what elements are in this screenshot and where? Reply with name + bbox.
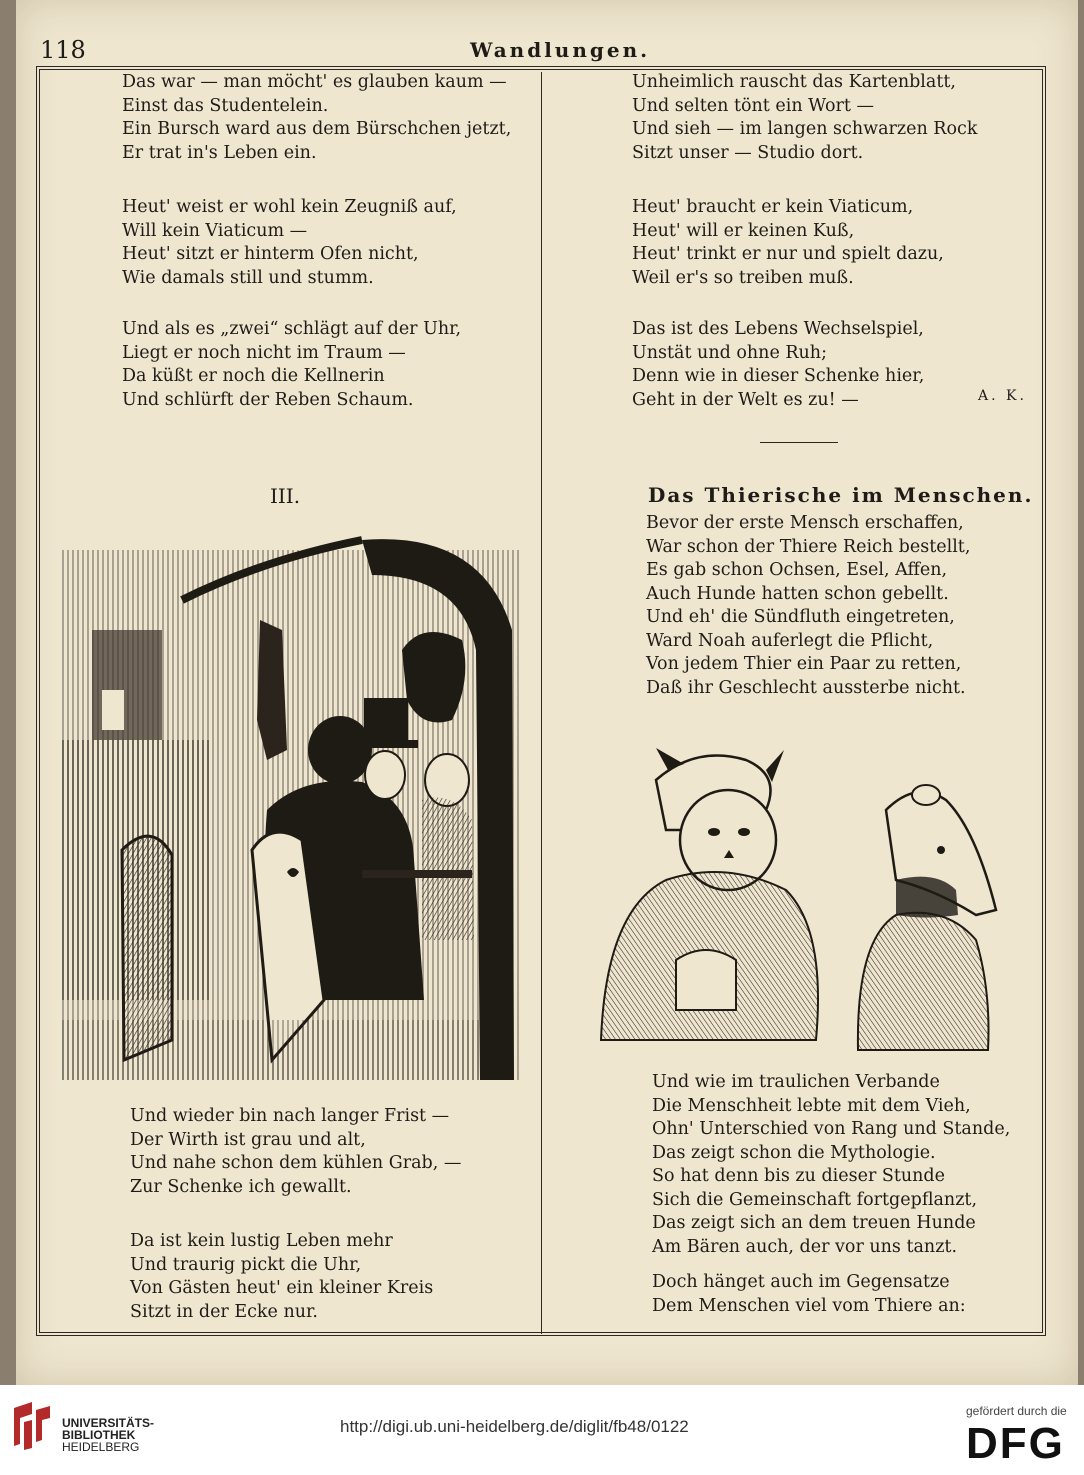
verse-line: Der Wirth ist grau und alt,	[130, 1129, 366, 1150]
verse-line: Einst das Studentelein.	[122, 95, 329, 116]
library-name-line: UNIVERSITÄTS-	[62, 1416, 155, 1430]
verse-line: Unstät und ohne Ruh;	[632, 342, 827, 363]
verse-line: Auch Hunde hatten schon gebellt.	[646, 583, 949, 604]
animal-figures-illustration	[596, 740, 1016, 1060]
verse-line: Weil er's so treiben muß.	[632, 267, 854, 288]
verse-line: Heut' trinkt er nur und spielt dazu,	[632, 244, 944, 264]
left-stanza-1	[122, 71, 511, 165]
verse-line: Sich die Gemeinschaft fortgepflanzt,	[652, 1189, 978, 1210]
verse-line: Und wie im traulichen Verbande	[652, 1072, 940, 1092]
tavern-illustration	[62, 520, 522, 1080]
page-number: 118	[40, 36, 86, 64]
verse-line: Sitzt unser — Studio dort.	[632, 142, 864, 163]
university-library-logo	[10, 1400, 54, 1450]
verse-line: Doch hänget auch im Gegensatze	[652, 1272, 950, 1292]
verse-line: Von Gästen heut' ein kleiner Kreis	[130, 1278, 434, 1298]
verse-line: Denn wie in dieser Schenke hier,	[632, 366, 925, 386]
verse-line: Sitzt in der Ecke nur.	[130, 1301, 318, 1322]
verse-line: Am Bären auch, der vor uns tanzt.	[652, 1236, 958, 1257]
permalink-url[interactable]: http://digi.ub.uni-heidelberg.de/diglit/fb48/0122	[340, 1417, 689, 1436]
verse-line: Das war — man möcht' es glauben kaum —	[122, 72, 507, 92]
verse-line: Ward Noah auferlegt die Pflicht,	[646, 630, 934, 651]
library-name-line: HEIDELBERG	[62, 1440, 140, 1454]
verse-line: Er trat in's Leben ein.	[122, 142, 317, 163]
poem2-stanza-2	[652, 1071, 1010, 1259]
right-stanza-1	[632, 71, 977, 165]
poem2-stanza-1	[646, 512, 970, 700]
verse-line: Heut' will er keinen Kuß,	[632, 220, 855, 241]
section-numeral: III.	[270, 484, 301, 508]
verse-line: Das ist des Lebens Wechselspiel,	[632, 319, 924, 339]
right-stanza-3	[632, 318, 924, 412]
left-stanza-3	[122, 318, 461, 412]
author-signature: A. K.	[978, 388, 1027, 404]
verse-line: Will kein Viaticum —	[122, 220, 308, 241]
verse-line: Es gab schon Ochsen, Esel, Affen,	[646, 560, 948, 580]
verse-line: Wie damals still und stumm.	[122, 267, 374, 288]
verse-line: Da ist kein lustig Leben mehr	[130, 1231, 393, 1251]
verse-line: Heut' weist er wohl kein Zeugniß auf,	[122, 197, 457, 217]
right-stanza-2	[632, 196, 944, 290]
verse-line: Und schlürft der Reben Schaum.	[122, 389, 414, 410]
verse-line: Da küßt er noch die Kellnerin	[122, 366, 385, 386]
verse-line: Bevor der erste Mensch erschaffen,	[646, 513, 964, 533]
verse-line: Unheimlich rauscht das Kartenblatt,	[632, 72, 956, 92]
verse-line: Geht in der Welt es zu! —	[632, 389, 859, 410]
running-head: Wandlungen.	[470, 38, 651, 62]
verse-line: Und sieh — im langen schwarzen Rock	[632, 119, 978, 139]
verse-line: Dem Menschen viel vom Thiere an:	[652, 1295, 966, 1316]
left-stanza-2	[122, 196, 457, 290]
funding-label: gefördert durch die	[966, 1404, 1067, 1418]
poem-title: Das Thierische im Menschen.	[648, 483, 1034, 507]
verse-line: Und nahe schon dem kühlen Grab, —	[130, 1153, 462, 1173]
verse-line: Und selten tönt ein Wort —	[632, 95, 874, 116]
column-divider	[541, 72, 542, 1334]
verse-line: Von jedem Thier ein Paar zu retten,	[646, 654, 962, 674]
verse-line: War schon der Thiere Reich bestellt,	[646, 536, 971, 557]
left-stanza-5	[130, 1230, 433, 1324]
library-name	[62, 1417, 154, 1453]
dfg-logo: DFG	[966, 1419, 1065, 1468]
verse-line: Heut' sitzt er hinterm Ofen nicht,	[122, 244, 419, 264]
verse-line: Heut' braucht er kein Viaticum,	[632, 197, 914, 217]
library-name-line: BIBLIOTHEK	[62, 1428, 136, 1442]
verse-line: Ein Bursch ward aus dem Bürschchen jetzt,	[122, 119, 512, 139]
poem2-stanza-3	[652, 1271, 966, 1318]
verse-line: Daß ihr Geschlecht aussterbe nicht.	[646, 677, 966, 698]
left-stanza-4	[130, 1105, 461, 1199]
section-rule	[760, 442, 838, 443]
verse-line: Die Menschheit lebte mit dem Vieh,	[652, 1095, 971, 1116]
verse-line: Ohn' Unterschied von Rang und Stande,	[652, 1119, 1011, 1139]
verse-line: Und wieder bin nach langer Frist —	[130, 1106, 450, 1126]
verse-line: Das zeigt sich an dem treuen Hunde	[652, 1213, 976, 1233]
verse-line: Und als es „zwei“ schlägt auf der Uhr,	[122, 319, 462, 339]
verse-line: So hat denn bis zu dieser Stunde	[652, 1166, 945, 1186]
verse-line: Und traurig pickt die Uhr,	[130, 1254, 362, 1275]
verse-line: Und eh' die Sündfluth eingetreten,	[646, 607, 955, 627]
verse-line: Das zeigt schon die Mythologie.	[652, 1142, 936, 1163]
verse-line: Zur Schenke ich gewallt.	[130, 1176, 352, 1197]
verse-line: Liegt er noch nicht im Traum —	[122, 342, 406, 363]
